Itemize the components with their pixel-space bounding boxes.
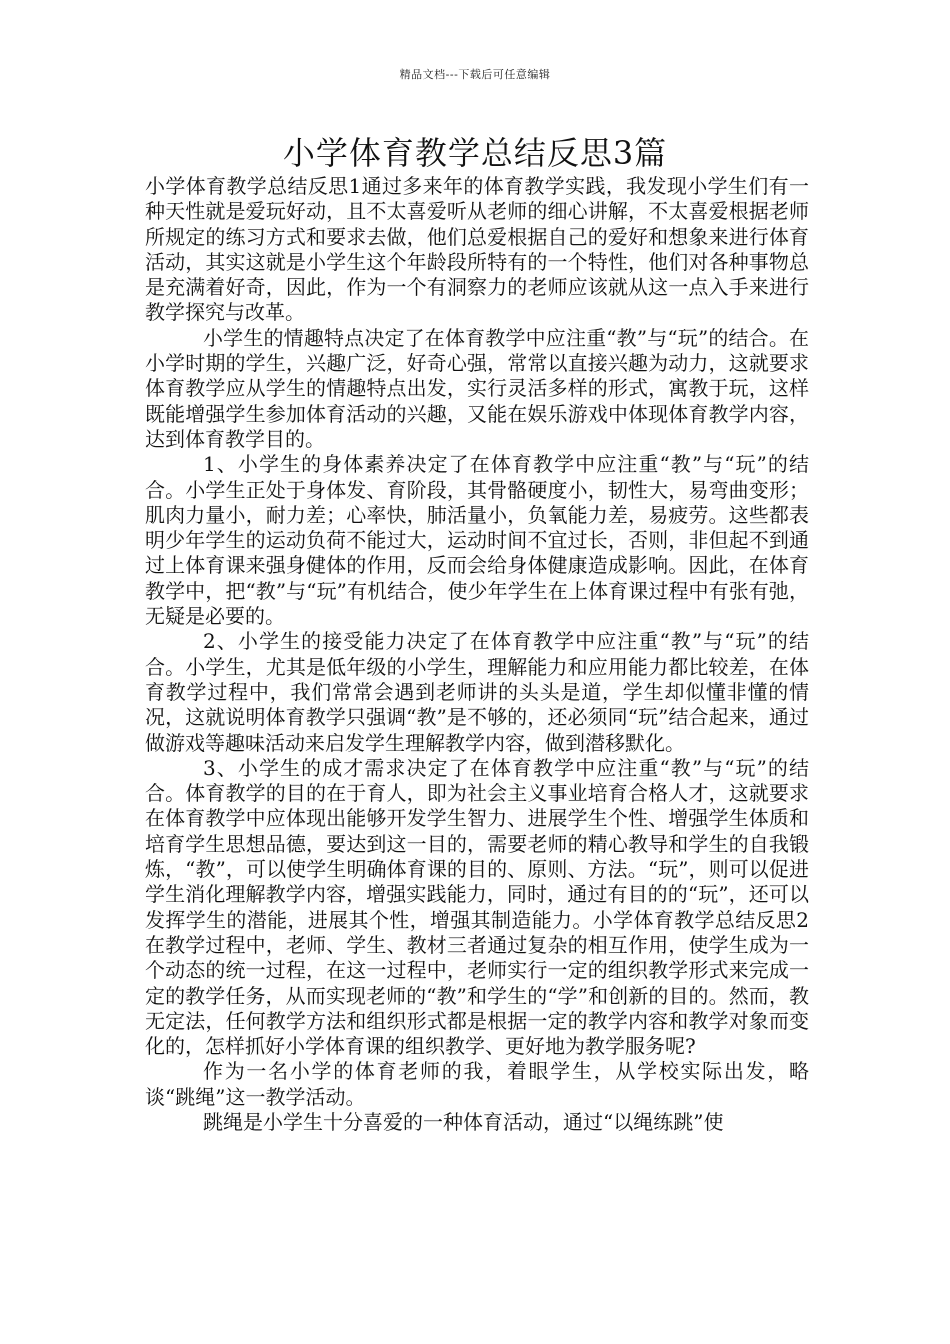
paragraph-point-1: 1、小学生的身体素养决定了在体育教学中应注重“教”与“玩”的结合。小学生正处于身体发、育阶段，其骨骼硬度小，韧性大，易弯曲变形；肌肉力量小，耐力差；心率快，肺活量小，负氧能力差，易疲劳。这些都表明少年学生的运动负荷不能过大，运动时间不宜过长，否则，非但起不到通过上体育课来强身健体的作用，反而会给身体健康造成影响。因此，在体育教学中，把“教”与“玩”有机结合，使少年学生在上体育课过程中有张有弛，无疑是必要的。: [145, 452, 809, 629]
paragraph-intro: 小学体育教学总结反思1通过多来年的体育教学实践，我发现小学生们有一种天性就是爱玩好动，且不太喜爱听从老师的细心讲解，不太喜爱根据老师所规定的练习方式和要求去做，他们总爱根据自己的爱好和想象来进行体育活动，其实这就是小学生这个年龄段所特有的一个特性，他们对各种事物总是充满着好奇，因此，作为一个有洞察力的老师应该就从这一点入手来进行教学探究与改革。: [145, 174, 809, 325]
paragraph-point-2: 2、小学生的接受能力决定了在体育教学中应注重“教”与“玩”的结合。小学生，尤其是低年级的小学生，理解能力和应用能力都比较差，在体育教学过程中，我们常常会遇到老师讲的头头是道，学生却似懂非懂的情况，这就说明体育教学只强调“教”是不够的，还必须同“玩”结合起来，通过做游戏等趣味活动来启发学生理解教学内容，做到潜移默化。: [145, 629, 809, 755]
paragraph-interest: 小学生的情趣特点决定了在体育教学中应注重“教”与“玩”的结合。在小学时期的学生，兴趣广泛，好奇心强，常常以直接兴趣为动力，这就要求体育教学应从学生的情趣特点出发，实行灵活多样的形式，寓教于玩，这样既能增强学生参加体育活动的兴趣，又能在娱乐游戏中体现体育教学内容，达到体育教学目的。: [145, 325, 809, 451]
paragraph-point-3: 3、小学生的成才需求决定了在体育教学中应注重“教”与“玩”的结合。体育教学的目的在于育人，即为社会主义事业培育合格人才，这就要求在体育教学中应体现出能够开发学生智力、进展学生个性、增强学生体质和培育学生思想品德，要达到这一目的，需要老师的精心教导和学生的自我锻炼，“教”，可以使学生明确体育课的目的、原则、方法。“玩”，则可以促进学生消化理解教学内容，增强实践能力，同时，通过有目的的“玩”，还可以发挥学生的潜能，进展其个性，增强其制造能力。小学体育教学总结反思2在教学过程中，老师、学生、教材三者通过复杂的相互作用，使学生成为一个动态的统一过程，在这一过程中，老师实行一定的组织教学形式来完成一定的教学任务，从而实现老师的“教”和学生的“学”和创新的目的。然而，教无定法，任何教学方法和组织形式都是根据一定的教学内容和教学对象而变化的，怎样抓好小学体育课的组织教学、更好地为教学服务呢?: [145, 755, 809, 1059]
header-note: 精品文档---下载后可任意编辑: [399, 68, 551, 81]
document-body: [145, 174, 809, 1135]
paragraph-jump-rope: 跳绳是小学生十分喜爱的一种体育活动，通过“以绳练跳”使: [203, 1109, 724, 1134]
document-title: 小学体育教学总结反思3篇: [282, 134, 668, 172]
paragraph-jump-rope-intro: 作为一名小学的体育老师的我，着眼学生，从学校实际出发，略谈“跳绳”这一教学活动。: [145, 1059, 809, 1109]
